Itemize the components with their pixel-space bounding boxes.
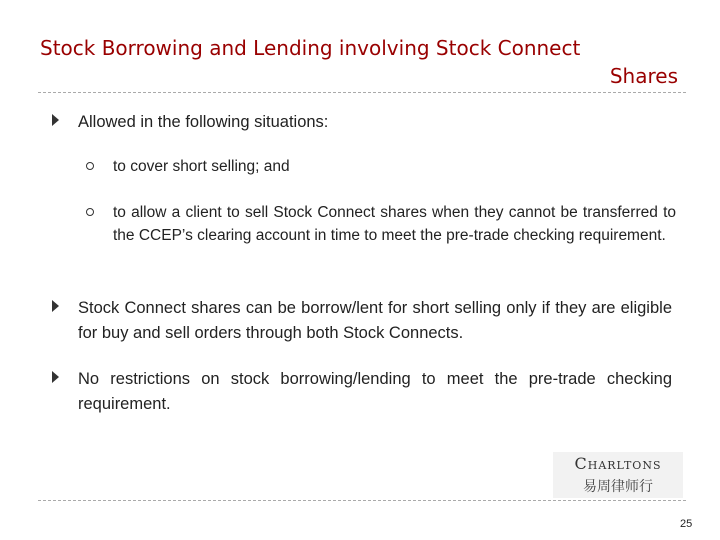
bullet-text-1: Allowed in the following situations: <box>78 113 329 131</box>
triangle-right-icon <box>52 114 59 126</box>
triangle-right-icon <box>52 371 59 383</box>
page-number: 25 <box>680 518 693 530</box>
slide-title-line-2: Shares <box>609 64 678 88</box>
hollow-circle-icon <box>86 208 94 216</box>
logo-brand-text: Charltons <box>574 454 662 473</box>
slide-title-line-1: Stock Borrowing and Lending involving Stock Connect <box>40 36 581 60</box>
hollow-circle-icon <box>86 162 94 170</box>
logo-chinese-text: 易周律师行 <box>583 479 653 495</box>
sub-bullet-text-1: to cover short selling; and <box>113 158 290 175</box>
bottom-divider <box>38 500 686 501</box>
triangle-right-icon <box>52 300 59 312</box>
bullet-text-3: No restrictions on stock borrowing/lending to meet the pre-trade checking requirement. <box>78 370 672 413</box>
bullet-text-2: Stock Connect shares can be borrow/lent for short selling only if they are eligible for buy and sell orders through both Stock Connects. <box>78 299 672 342</box>
sub-bullet-text-2: to allow a client to sell Stock Connect shares when they cannot be transferred to the CCEP’s clearing account in time to meet the pre-trade checking requirement. <box>113 204 676 244</box>
charltons-logo <box>553 452 683 498</box>
